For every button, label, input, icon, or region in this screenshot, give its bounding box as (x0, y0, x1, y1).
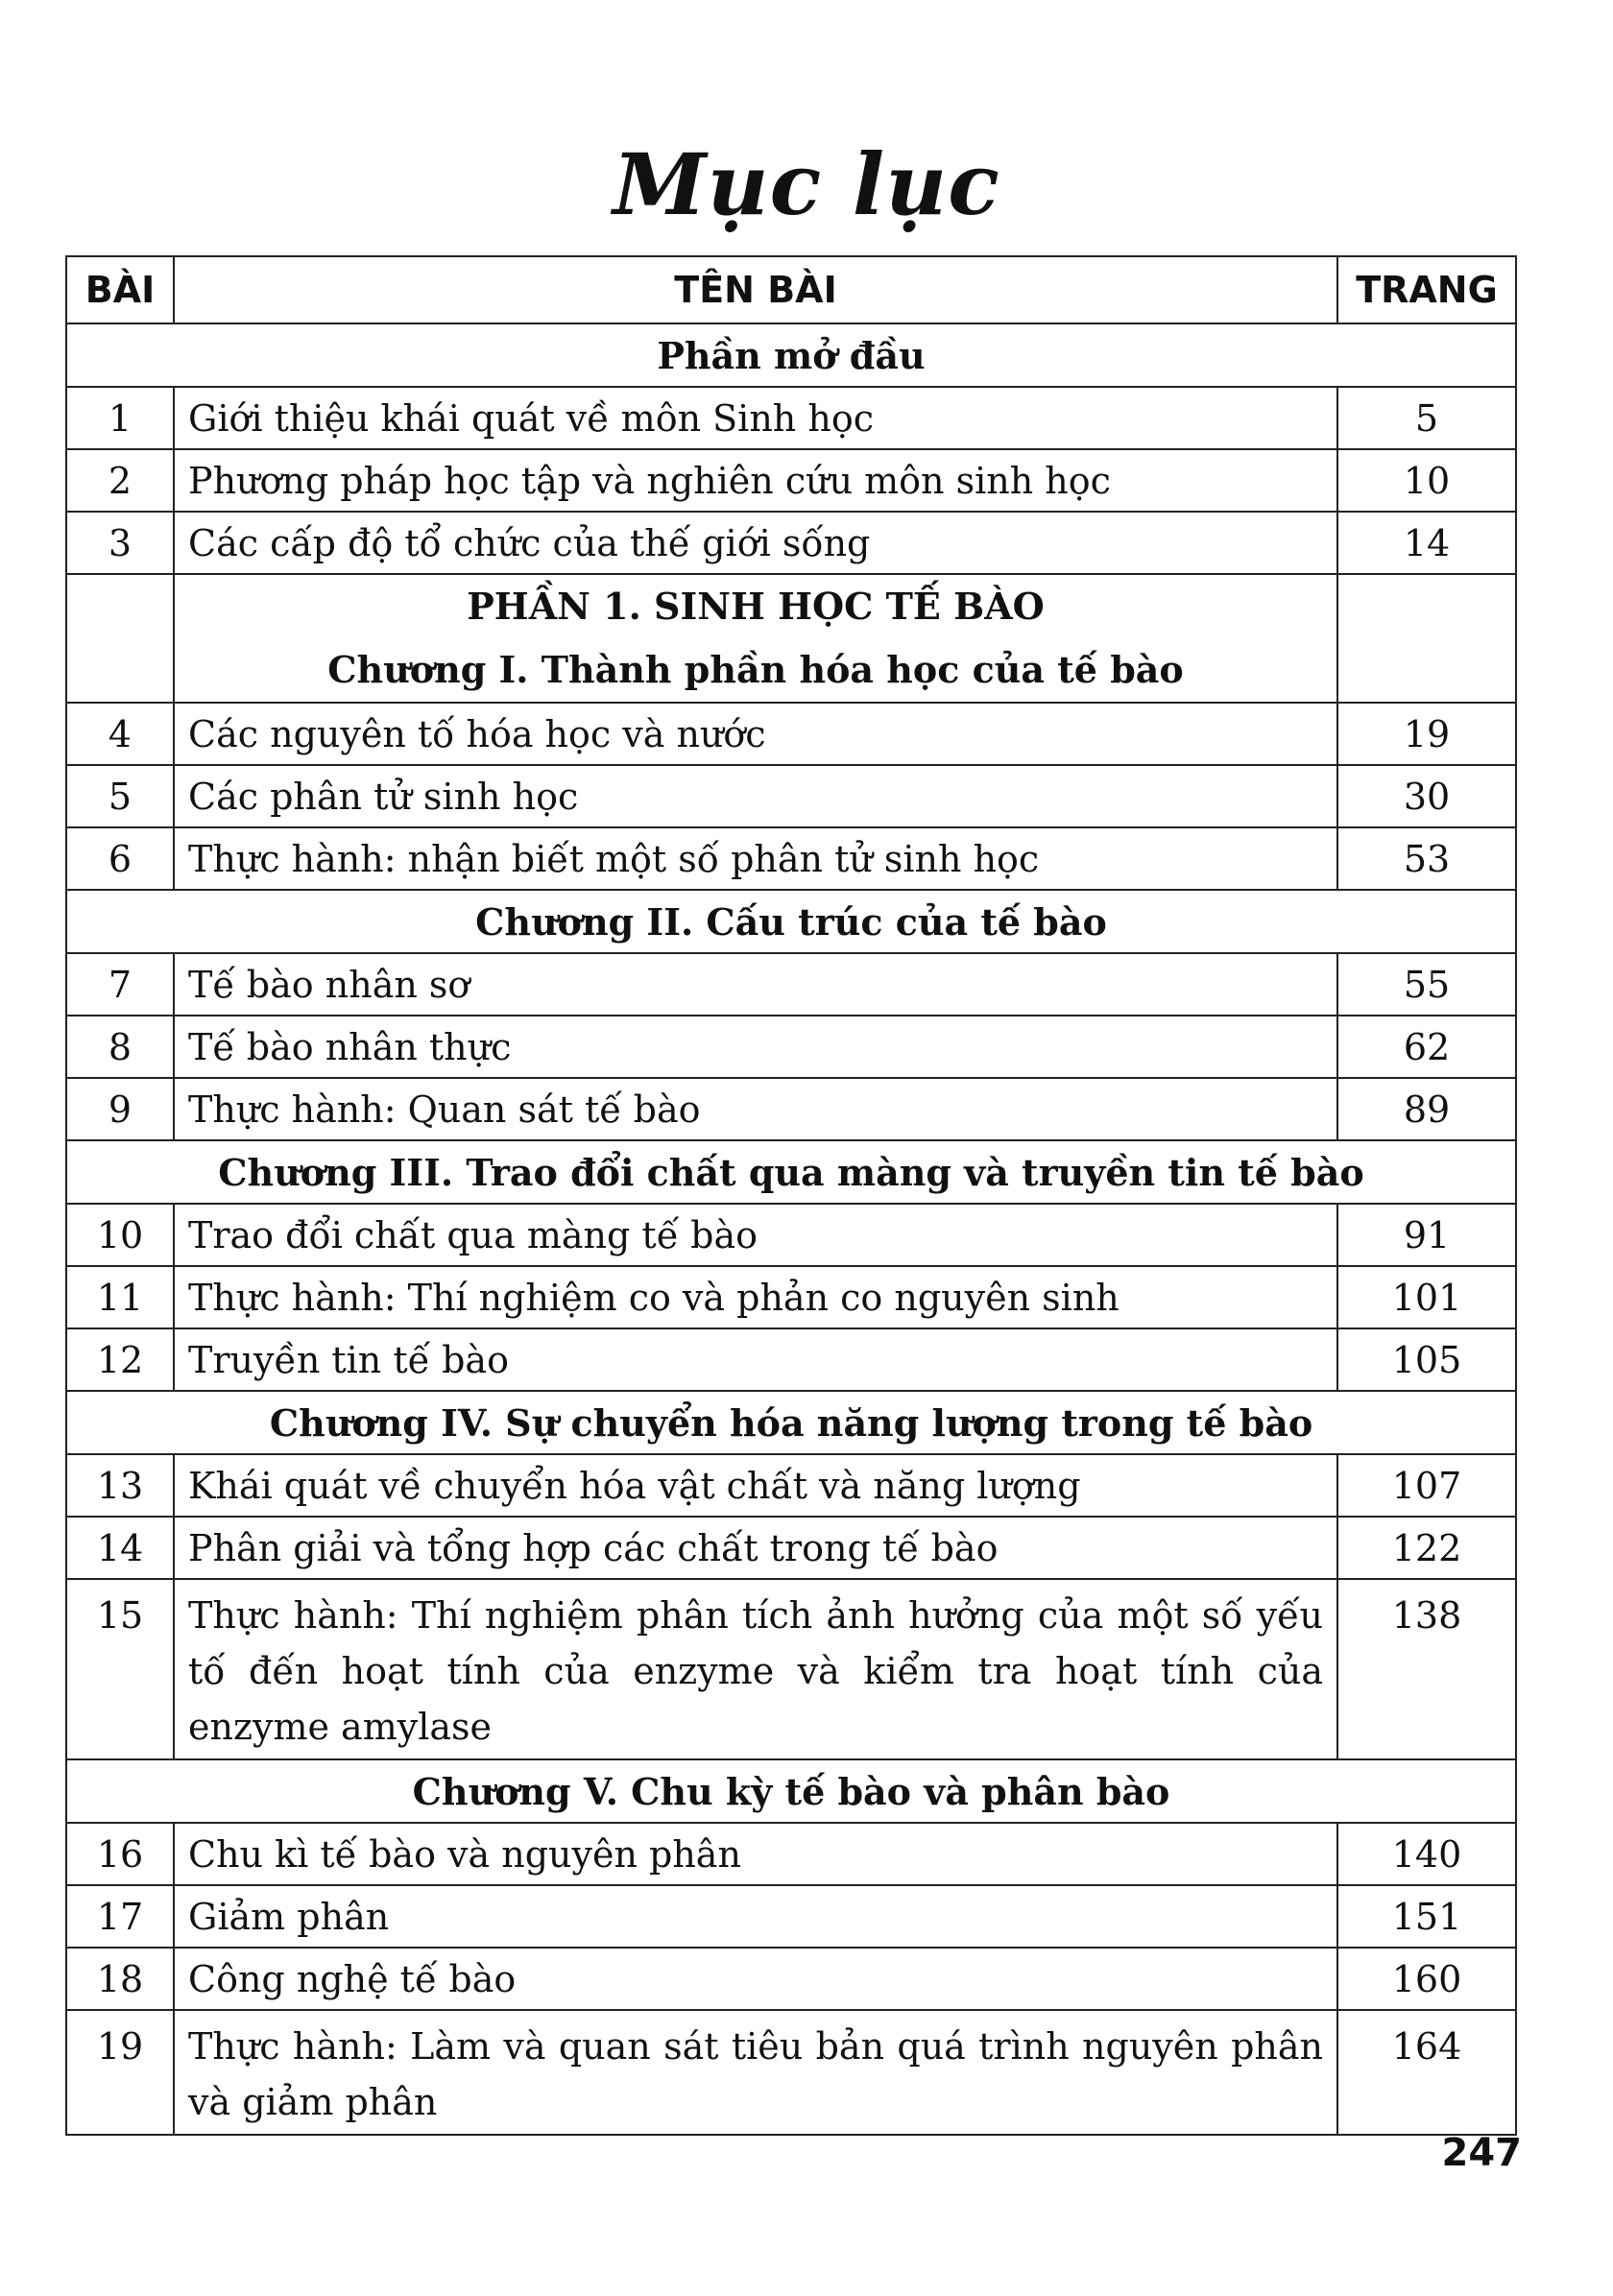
lesson-number: 17 (66, 1885, 174, 1948)
section-heading: Phần mở đầu (66, 323, 1516, 387)
lesson-number: 19 (66, 2010, 174, 2135)
page-number-cell: 5 (1337, 387, 1516, 449)
lesson-number: 6 (66, 827, 174, 890)
lesson-name: Thực hành: Thí nghiệm co và phản co nguyên sinh (174, 1266, 1337, 1328)
lesson-number: 16 (66, 1823, 174, 1885)
table-row (66, 953, 1516, 1016)
page-number-cell: 19 (1337, 703, 1516, 765)
lesson-number: 13 (66, 1454, 174, 1517)
page-title: Mục lục (613, 134, 1000, 234)
lesson-name: Thực hành: Làm và quan sát tiêu bản quá trình nguyên phân và giảm phân (174, 2010, 1337, 2135)
table-row (66, 703, 1516, 765)
table-row (66, 1078, 1516, 1140)
lesson-name: Tế bào nhân thực (174, 1016, 1337, 1078)
section-heading-row (66, 1140, 1516, 1204)
lesson-number: 11 (66, 1266, 174, 1328)
lesson-number: 14 (66, 1517, 174, 1579)
empty-cell (1337, 574, 1516, 703)
lesson-name: Công nghệ tế bào (174, 1948, 1337, 2010)
table-row (66, 1454, 1516, 1517)
chapter-heading: Chương II. Cấu trúc của tế bào (66, 890, 1516, 953)
table-row (66, 1016, 1516, 1078)
table-row (66, 765, 1516, 827)
lesson-number: 15 (66, 1579, 174, 1759)
lesson-name: Thực hành: nhận biết một số phân tử sinh học (174, 827, 1337, 890)
table-row (66, 1885, 1516, 1948)
page-number-cell: 101 (1337, 1266, 1516, 1328)
lesson-name: Khái quát về chuyển hóa vật chất và năng lượng (174, 1454, 1337, 1517)
page-number-cell: 62 (1337, 1016, 1516, 1078)
table-row (66, 1517, 1516, 1579)
table-row (66, 1266, 1516, 1328)
table-row (66, 2010, 1516, 2135)
lesson-number: 4 (66, 703, 174, 765)
lesson-number: 3 (66, 512, 174, 574)
page-number-cell: 160 (1337, 1948, 1516, 2010)
section-heading-row (66, 1391, 1516, 1454)
part-heading-row (66, 574, 1516, 703)
header-lesson: BÀI (66, 256, 174, 323)
page-number-cell: 164 (1337, 2010, 1516, 2135)
page-number-cell: 122 (1337, 1517, 1516, 1579)
lesson-number: 7 (66, 953, 174, 1016)
header-row (66, 256, 1516, 323)
table-row (66, 827, 1516, 890)
lesson-name: Phân giải và tổng hợp các chất trong tế bào (174, 1517, 1337, 1579)
table-row (66, 512, 1516, 574)
page-number-cell: 107 (1337, 1454, 1516, 1517)
lesson-name: Tế bào nhân sơ (174, 953, 1337, 1016)
lesson-number: 12 (66, 1328, 174, 1391)
section-heading-row (66, 890, 1516, 953)
page-number-cell: 10 (1337, 449, 1516, 512)
lesson-name: Các nguyên tố hóa học và nước (174, 703, 1337, 765)
lesson-number: 9 (66, 1078, 174, 1140)
lesson-name: Thực hành: Quan sát tế bào (174, 1078, 1337, 1140)
page-number-cell: 140 (1337, 1823, 1516, 1885)
lesson-name: Giảm phân (174, 1885, 1337, 1948)
page-number-cell: 105 (1337, 1328, 1516, 1391)
lesson-name: Chu kì tế bào và nguyên phân (174, 1823, 1337, 1885)
page-number-cell: 53 (1337, 827, 1516, 890)
page-number-cell: 138 (1337, 1579, 1516, 1759)
part-title: PHẦN 1. SINH HỌC TẾ BÀO (467, 585, 1045, 628)
table-row (66, 1328, 1516, 1391)
lesson-number: 5 (66, 765, 174, 827)
lesson-number: 8 (66, 1016, 174, 1078)
chapter-heading: Chương III. Trao đổi chất qua màng và truyền tin tế bào (66, 1140, 1516, 1204)
page-number: 247 (1441, 2131, 1522, 2175)
lesson-name: Truyền tin tế bào (174, 1328, 1337, 1391)
lesson-name: Giới thiệu khái quát về môn Sinh học (174, 387, 1337, 449)
lesson-number: 1 (66, 387, 174, 449)
lesson-number: 18 (66, 1948, 174, 2010)
section-heading-row (66, 323, 1516, 387)
table-row (66, 1823, 1516, 1885)
empty-cell (66, 574, 174, 703)
header-page: TRANG (1337, 256, 1516, 323)
page-number-cell: 55 (1337, 953, 1516, 1016)
chapter-heading: Chương IV. Sự chuyển hóa năng lượng trong tế bào (66, 1391, 1516, 1454)
lesson-name: Các cấp độ tổ chức của thế giới sống (174, 512, 1337, 574)
section-heading-row (66, 1759, 1516, 1823)
chapter-heading: Chương V. Chu kỳ tế bào và phân bào (66, 1759, 1516, 1823)
header-lesson-name: TÊN BÀI (174, 256, 1337, 323)
lesson-number: 10 (66, 1204, 174, 1266)
lesson-number: 2 (66, 449, 174, 512)
page-number-cell: 89 (1337, 1078, 1516, 1140)
lesson-name: Phương pháp học tập và nghiên cứu môn sinh học (174, 449, 1337, 512)
lesson-name: Các phân tử sinh học (174, 765, 1337, 827)
chapter-title: Chương I. Thành phần hóa học của tế bào (327, 648, 1184, 691)
lesson-name: Thực hành: Thí nghiệm phân tích ảnh hưởng của một số yếu tố đến hoạt tính của enzyme và kiểm tra hoạt tính của enzyme amylase (174, 1579, 1337, 1759)
table-row (66, 1579, 1516, 1759)
page-number-cell: 30 (1337, 765, 1516, 827)
lesson-name: Trao đổi chất qua màng tế bào (174, 1204, 1337, 1266)
table-row (66, 387, 1516, 449)
table-of-contents (65, 255, 1517, 2136)
table-row (66, 1204, 1516, 1266)
page-number-cell: 14 (1337, 512, 1516, 574)
table-row (66, 1948, 1516, 2010)
page-number-cell: 91 (1337, 1204, 1516, 1266)
page-number-cell: 151 (1337, 1885, 1516, 1948)
part-heading (174, 574, 1337, 703)
table-row (66, 449, 1516, 512)
